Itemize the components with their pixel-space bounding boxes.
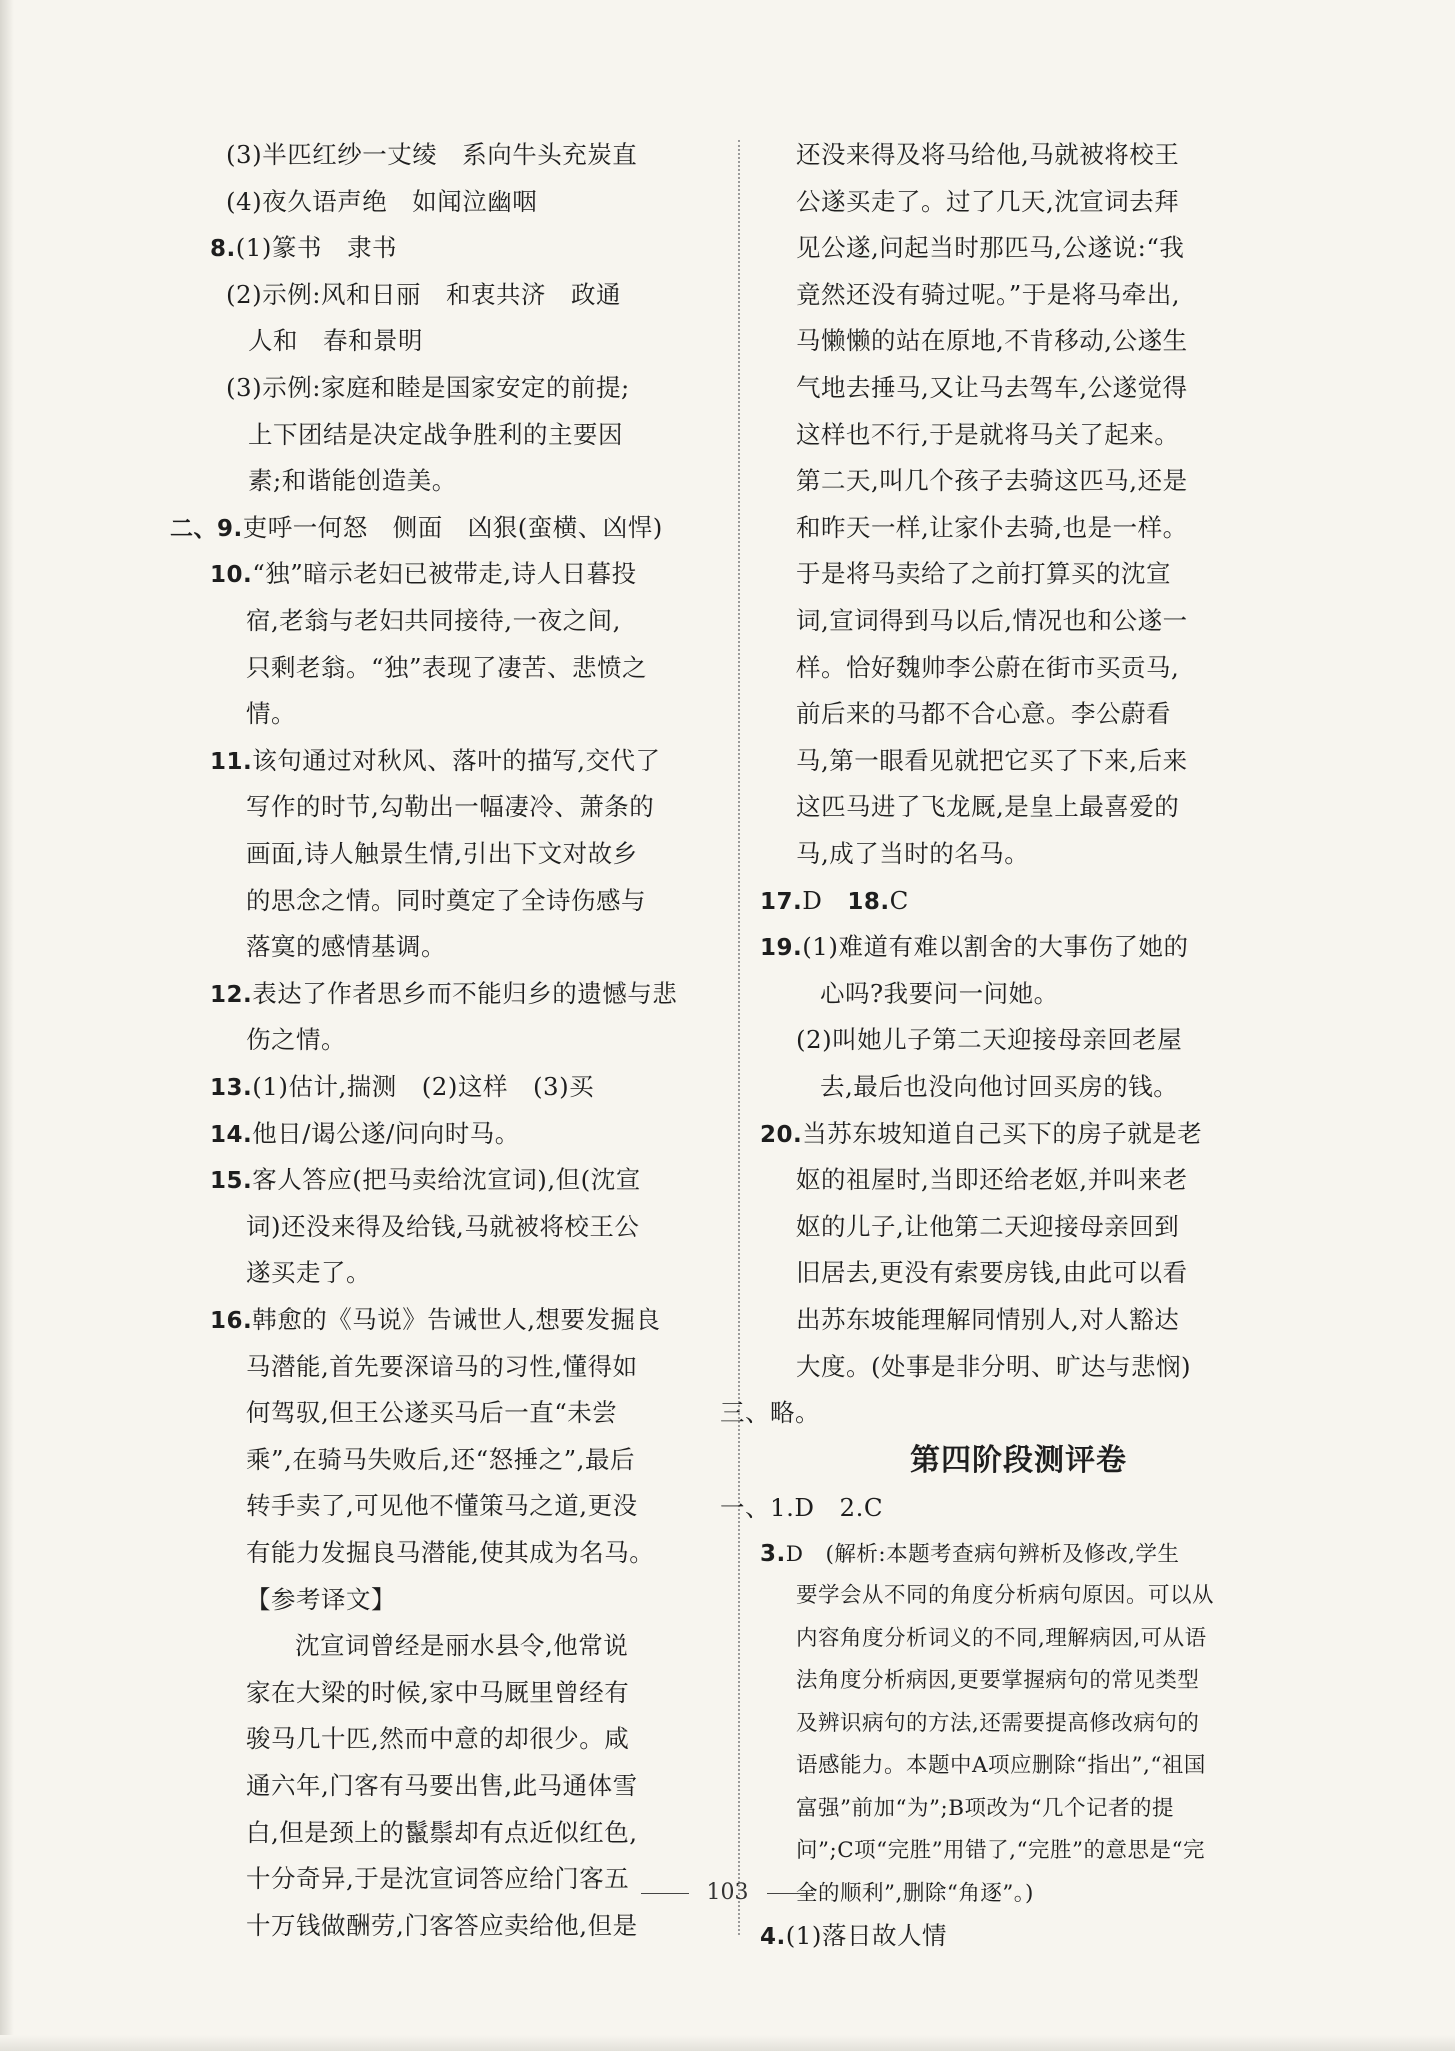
question-number: 3. [760,1540,786,1567]
answer-line [796,1579,1214,1613]
answer-text: 只剩老翁。“独”表现了凄苦、悲愤之 [246,652,648,682]
answer-text: (3)示例:家庭和睦是国家安定的前提; [226,373,630,402]
answer-text: 伤之情。 [246,1025,346,1055]
answer-text: 这样也不行,于是就将马关了起来。 [796,419,1180,449]
question-number: 18. [847,888,890,915]
answer-line [226,185,537,219]
answer-line [246,1023,346,1057]
question-number: 4. [760,1924,786,1951]
answer-text: D (解析:本题考查病句辨析及修改,学生 [785,1541,1180,1567]
question-number: 12. [210,981,253,1008]
answer-text: 三、略。 [720,1398,820,1428]
answer-line [796,1707,1199,1741]
answer-line [796,744,1188,778]
answer-line [246,790,654,824]
answer-line [796,1622,1207,1656]
footer-dash-right [767,1893,815,1894]
answer-text: 和昨天一样,让家仆去骑,也是一样。 [796,512,1188,542]
answer-line [210,1117,520,1152]
answer-line [246,1210,639,1244]
answer-line [796,790,1179,824]
answer-text: 要学会从不同的角度分析病句原因。可以从 [796,1583,1215,1609]
answer-text: 情。 [246,699,296,729]
answer-line [796,138,1179,172]
answer-line [796,697,1171,731]
answer-text: 见公遂,问起当时那匹马,公遂说:“我 [796,233,1185,263]
answer-text: 人和 春和景明 [248,326,423,356]
page-number: 103 [706,1880,749,1905]
answer-text: 词)还没来得及给钱,马就被将校王公 [246,1211,640,1241]
answer-line [246,1443,635,1477]
answer-line [246,1350,638,1384]
answer-text: 心吗?我要问一问她。 [820,978,1059,1008]
answer-line [796,837,1029,871]
answer-text: 这匹马进了飞龙厩,是皇上最喜爱的 [796,792,1180,822]
answer-text: 气地去捶马,又让马去驾车,公遂觉得 [796,373,1188,402]
question-number: 8. [210,236,236,263]
answer-line [246,837,638,871]
answer-line [796,1210,1179,1244]
answer-line [796,604,1188,638]
question-number: 11. [210,748,253,775]
answer-text: 词,宣词得到马以后,情况也和公遂一 [796,606,1188,635]
answer-text: 还没来得及将马给他,马就被将校王 [796,140,1180,169]
answer-line [246,1769,638,1803]
question-number: 17. [760,888,803,915]
answer-text: 该句通过对秋风、落叶的描写,交代了 [252,745,661,775]
answer-text: 语感能力。本题中A项应删除“指出”,“祖国 [796,1753,1206,1779]
question-number: 10. [210,562,253,589]
answer-text: 表达了作者思乡而不能归乡的遗憾与悲 [252,978,678,1008]
answer-line [210,557,637,592]
answer-text: 问”;C项“完胜”用错了,“完胜”的意思是“完 [796,1838,1205,1864]
answer-line [210,1163,641,1198]
answer-line [796,231,1184,265]
answer-text: 素;和谐能创造美。 [248,466,457,496]
page-left-edge-shadow [0,0,14,2051]
answer-text: 遂买走了。 [246,1258,371,1288]
answer-text: 富强”前加“为”;B项改为“几个记者的提 [796,1795,1175,1821]
answer-text: 当苏东坡知道自己买下的房子就是老 [802,1118,1203,1148]
answer-line [246,604,621,638]
answer-line [760,1537,1179,1572]
answer-text: (4)夜久语声绝 如闻泣幽咽 [226,186,538,216]
answer-line [246,1396,617,1430]
question-number: 15. [210,1168,253,1195]
answer-text: (3)半匹红纱一丈绫 系向牛头充炭直 [226,140,638,169]
question-number: 20. [760,1121,803,1148]
answer-text: 马,成了当时的名马。 [796,839,1030,868]
answer-text: 韩愈的《马说》告诫世人,想要发掘良 [252,1305,661,1334]
answer-line [796,371,1188,405]
answer-line [210,744,661,779]
answer-text: (1)估计,揣测 (2)这样 (3)买 [252,1072,595,1101]
answer-line [760,930,1188,965]
answer-line [796,278,1180,312]
answer-text: 第二天,叫几个孩子去骑这匹马,还是 [796,466,1188,496]
answer-line [720,1491,883,1525]
answer-text: (1)落日故人情 [785,1921,947,1951]
answer-line [820,977,1059,1011]
answer-text: 法角度分析病因,更要掌握病句的常见类型 [796,1668,1200,1694]
answer-line [210,231,397,266]
answer-text: (1)难道有难以割舍的大事伤了她的 [802,932,1189,962]
column-divider [738,140,740,1935]
answer-line [246,1489,638,1523]
answer-line [210,977,677,1012]
answer-line [246,1256,371,1290]
answer-text: 有能力发掘良马潜能,使其成为名马。 [246,1538,655,1567]
answer-line [210,1070,594,1105]
answer-line [246,1583,396,1617]
answer-text: 马潜能,首先要深谙马的习性,懂得如 [246,1351,638,1381]
answer-line [246,1536,654,1570]
answer-text: 画面,诗人触景生情,引出下文对故乡 [246,839,638,868]
answer-line [796,1350,1191,1384]
answer-text: 何驾驭,但王公遂买马后一直“未尝 [246,1398,618,1428]
answer-line [796,1792,1174,1826]
answer-text: 及辨识病句的方法,还需要提高修改病句的 [796,1710,1200,1736]
answer-line [246,1816,638,1850]
answer-line [246,1909,638,1943]
answer-line [796,651,1179,685]
answer-text: 内容角度分析词义的不同,理解病因,可从语 [796,1625,1207,1651]
answer-text: 竟然还没有骑过呢。”于是将马牵出, [796,279,1181,309]
answer-line [246,697,296,731]
answer-line [226,371,630,405]
answer-text: 于是将马卖给了之前打算买的沈宣 [796,559,1171,589]
answer-line [796,1664,1199,1698]
answer-line [210,1303,661,1338]
answer-line [226,138,637,172]
answer-text: 上下团结是决定战争胜利的主要因 [248,419,623,449]
question-number: 二、9. [170,515,243,542]
section-title: 第四阶段测评卷 [910,1442,1127,1478]
answer-line [248,418,623,452]
answer-text: “独”暗示老妇已被带走,诗人日暮投 [252,559,637,589]
answer-text: 写作的时节,勾勒出一幅凄冷、萧条的 [246,792,655,822]
footer-dash-left [641,1893,689,1894]
answer-text: 转手卖了,可见他不懂策马之道,更没 [246,1491,638,1521]
answer-text: 客人答应(把马卖给沈宣词),但(沈宣 [252,1165,641,1195]
answer-text: (2)示例:风和日丽 和衷共济 政通 [226,279,621,309]
answer-text: 全的顺利”,删除“角逐”。) [796,1880,1034,1906]
answer-line [796,185,1179,219]
answer-text: 十万钱做酬劳,门客答应卖给他,但是 [246,1910,638,1940]
answer-line [170,511,663,546]
answer-line [796,418,1179,452]
answer-line [295,1629,628,1663]
question-number: 13. [210,1075,253,1101]
answer-text: 妪的儿子,让他第二天迎接母亲回到 [796,1211,1180,1241]
answer-text: 家在大梁的时候,家中马厩里曾经有 [246,1677,630,1707]
answer-text: 乘”,在骑马失败后,还“怒捶之”,最后 [246,1444,635,1474]
answer-line [248,324,423,358]
answer-text: 白,但是颈上的鬣鬃却有点近似红色, [246,1817,638,1847]
answer-text: (1)篆书 隶书 [235,233,397,263]
answer-text: 十分奇异,于是沈宣词答应给门客五 [246,1864,630,1894]
answer-text: D [802,885,848,915]
answer-line [796,1163,1188,1197]
answer-line [760,1117,1202,1152]
answer-text: 宿,老翁与老妇共同接待,一夜之间, [246,606,621,635]
answer-line [796,511,1188,545]
answer-line [796,1749,1206,1783]
answer-line [760,1919,947,1954]
answer-text: 前后来的马都不合心意。李公蔚看 [796,699,1171,729]
answer-text: 样。恰好魏帅李公蔚在街市买贡马, [796,652,1180,682]
answer-text: C [889,885,909,915]
answer-line [720,1396,820,1430]
answer-line [226,278,621,312]
answer-line [796,1834,1205,1868]
answer-text: 妪的祖屋时,当即还给老妪,并叫来老 [796,1165,1188,1195]
question-number: 16. [210,1308,253,1334]
answer-line [796,1256,1188,1290]
answer-line [246,1676,629,1710]
answer-line [796,557,1171,591]
question-number: 14. [210,1121,253,1148]
answer-text: 的思念之情。同时奠定了全诗伤感与 [246,885,646,915]
question-number: 19. [760,935,803,962]
answer-text: 通六年,门客有马要出售,此马通体雪 [246,1771,638,1800]
page-bottom-edge-shadow [0,2035,1455,2051]
answer-text: 吏呼一何怒 侧面 凶狠(蛮横、凶悍) [242,512,663,542]
answer-text: 去,最后也没向他讨回买房的钱。 [820,1072,1179,1101]
answer-text: 马懒懒的站在原地,不肯移动,公遂生 [796,326,1188,356]
answer-line [796,1023,1182,1057]
answer-line [246,884,646,918]
answer-text: 公遂买走了。过了几天,沈宣词去拜 [796,186,1180,216]
answer-text: 大度。(处事是非分明、旷达与悲悯) [796,1351,1192,1381]
answer-line [246,930,446,964]
answer-text: 沈宣词曾经是丽水县令,他常说 [295,1631,629,1661]
answer-text: 落寞的感情基调。 [246,932,446,962]
answer-line [246,651,647,685]
answer-text: 马,第一眼看见就把它买了下来,后来 [796,745,1188,775]
answer-text: 【参考译文】 [246,1584,396,1614]
answer-line [796,464,1188,498]
answer-text: (2)叫她儿子第二天迎接母亲回老屋 [796,1025,1183,1055]
answer-line [760,884,909,919]
page-number-footer [0,1880,1455,1905]
answer-line [248,464,457,498]
answer-line [820,1070,1178,1104]
answer-text: 他日/谒公遂/问向时马。 [252,1118,520,1148]
answer-text: 出苏东坡能理解同情别人,对人豁达 [796,1305,1180,1334]
answer-line [246,1722,629,1756]
answer-text: 骏马几十匹,然而中意的却很少。咸 [246,1724,630,1754]
answer-text: 一、1.D 2.C [720,1492,884,1522]
answer-line [796,1303,1179,1337]
answer-text: 旧居去,更没有索要房钱,由此可以看 [796,1258,1188,1288]
answer-line [796,324,1188,358]
